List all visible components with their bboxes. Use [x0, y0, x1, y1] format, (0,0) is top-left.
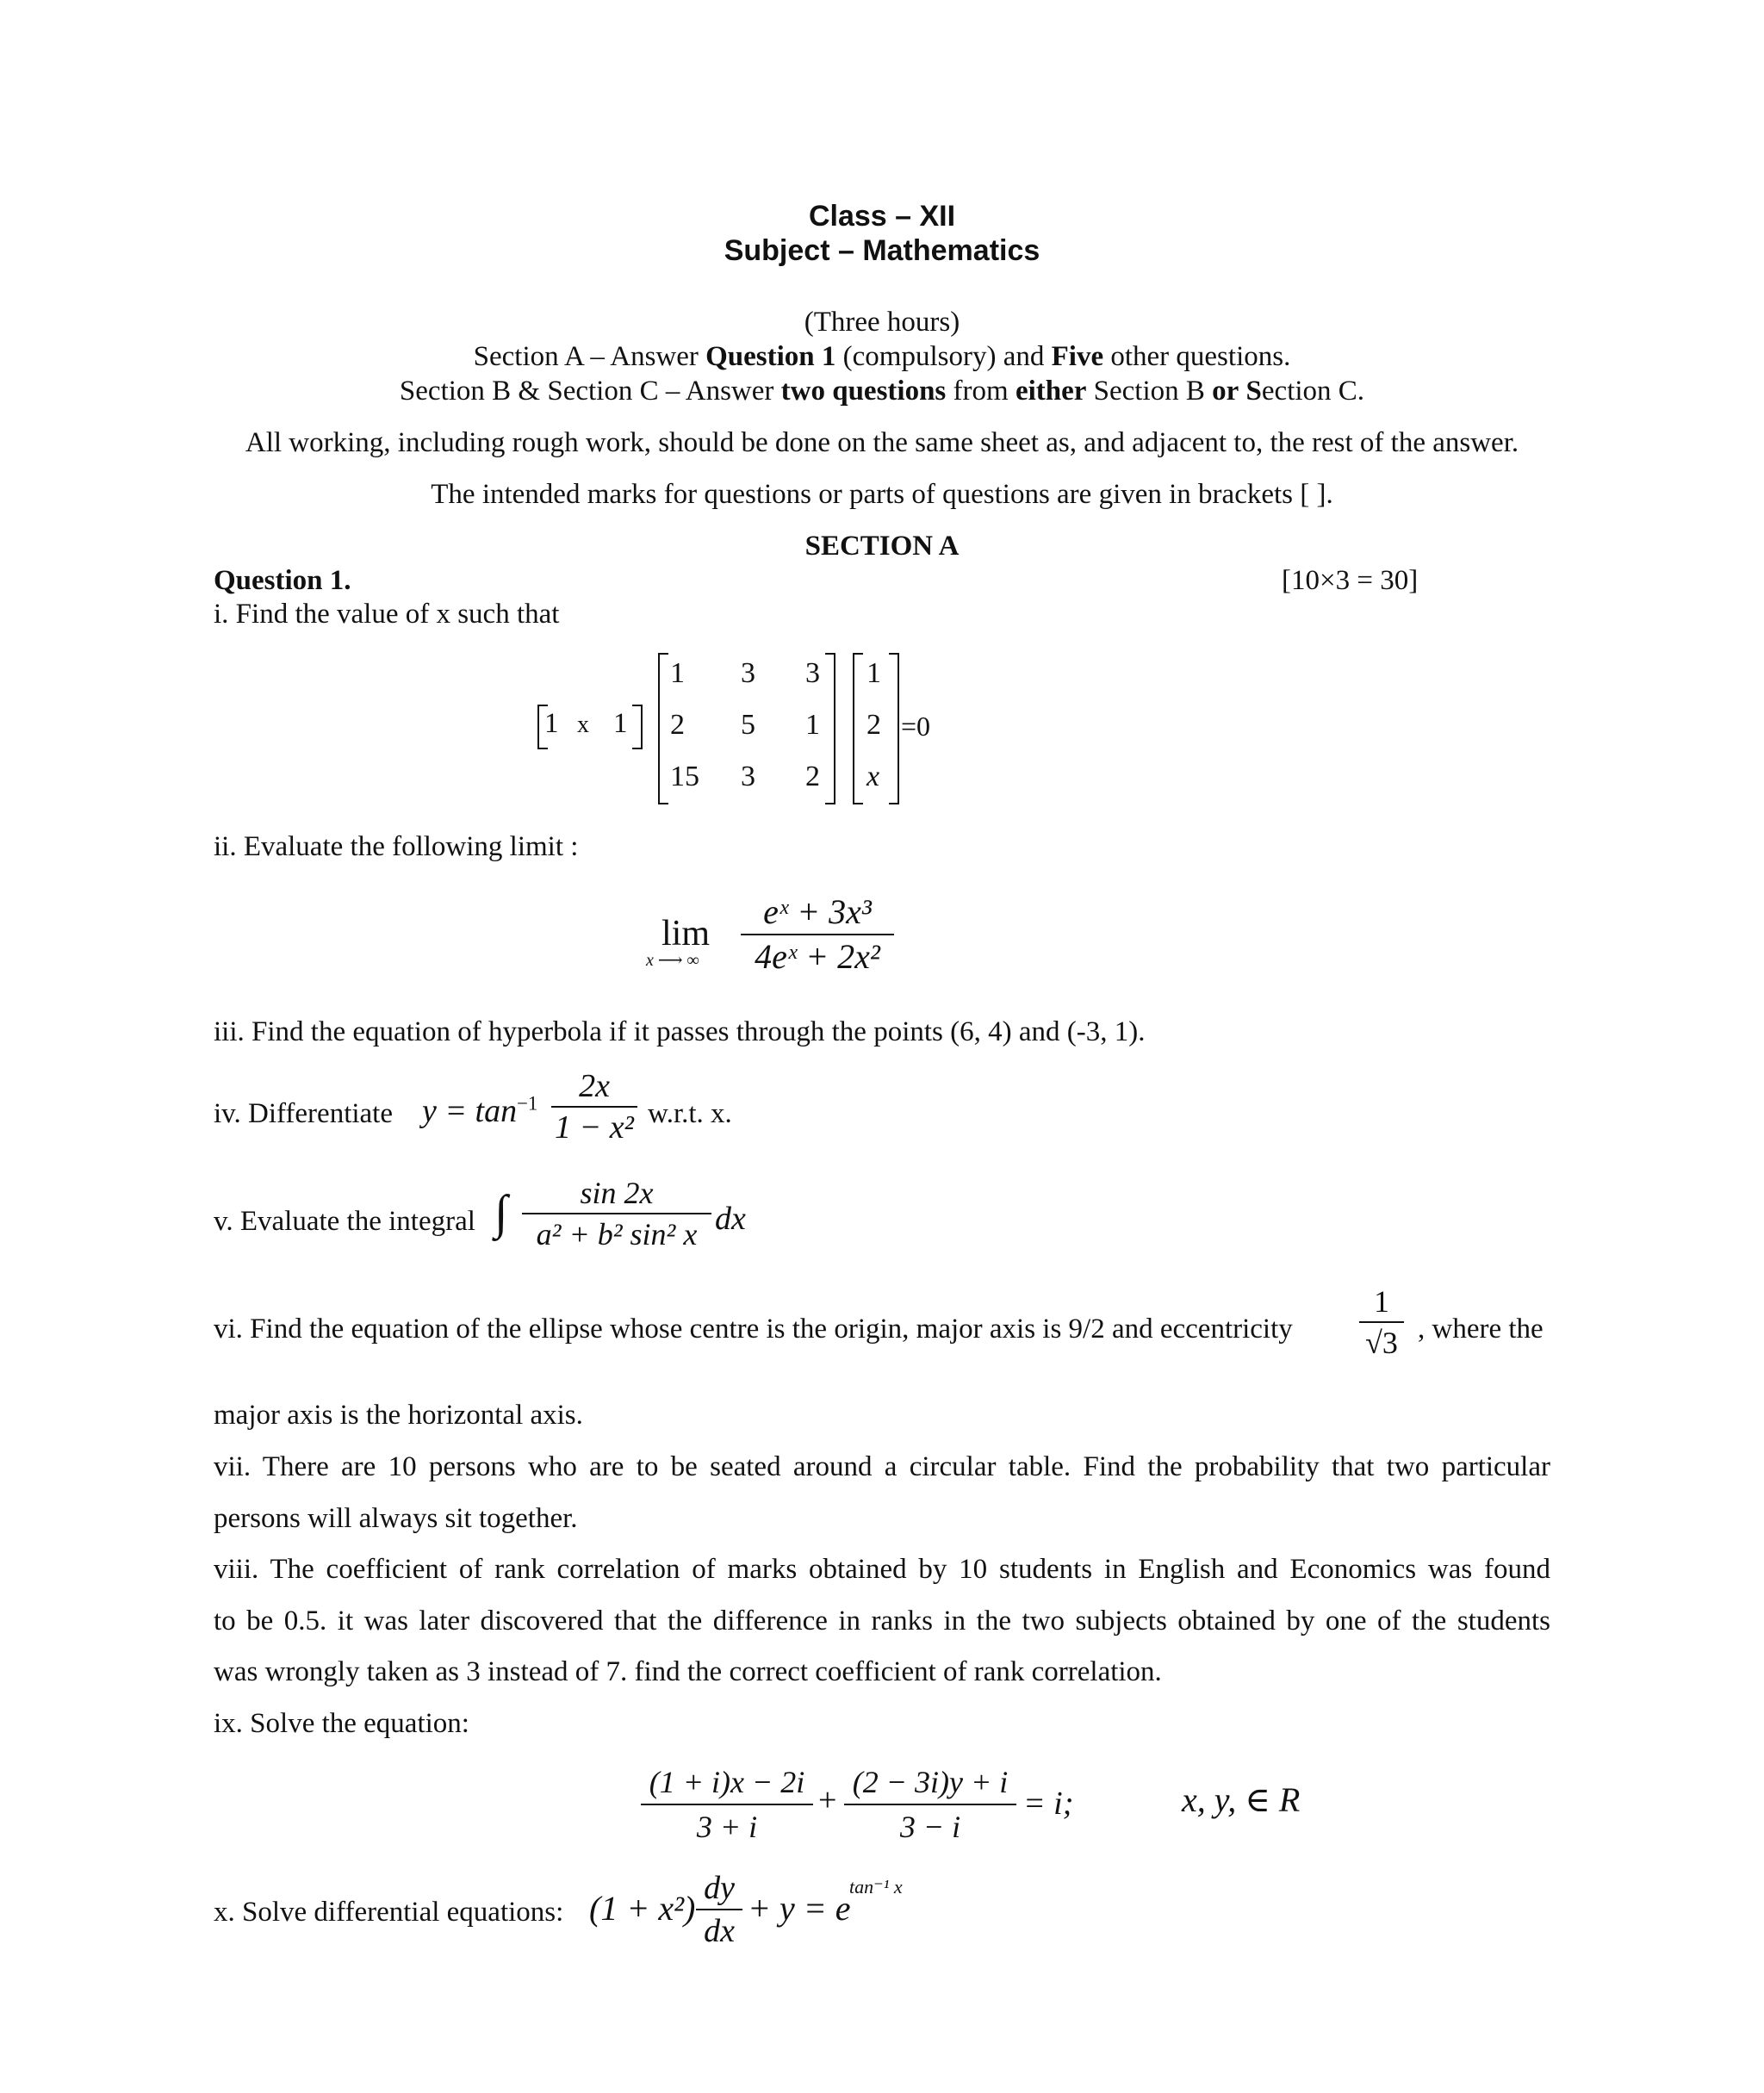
- row-vector-cell: 1: [613, 708, 628, 739]
- instr-text: Section B: [1086, 376, 1213, 407]
- instr-bold: or: [1212, 376, 1239, 407]
- row-vector-cell: x: [577, 711, 589, 738]
- bracket-right: [889, 653, 899, 804]
- fraction-numerator: (1 + i)x − 2i: [649, 1765, 805, 1799]
- vector-cell: 2: [866, 709, 881, 741]
- instr-bold: Five: [1051, 341, 1104, 372]
- bracket-right: [825, 653, 835, 804]
- section-title: SECTION A: [804, 531, 960, 562]
- instr-bold: two questions: [780, 376, 947, 407]
- matrix-rhs: =0: [901, 711, 931, 742]
- wrt-text: w.r.t. x.: [648, 1098, 732, 1129]
- instr-text: ection C.: [1261, 376, 1365, 407]
- q1-iii-text: iii. Find the equation of hyperbola if it passes through the points (6, 4) and (-3, 1).: [214, 1016, 1146, 1047]
- fraction-denominator: 3 + i: [696, 1810, 758, 1844]
- plus-sign: +: [818, 1782, 837, 1818]
- ix-domain: x, y, ∈ R: [1182, 1780, 1301, 1819]
- q1-iv-text: iv. Differentiate: [214, 1098, 393, 1129]
- instr-bold: S: [1245, 376, 1262, 407]
- matrix-cell: 3: [805, 657, 820, 689]
- instruction-marks: The intended marks for questions or parts of questions are given in brackets [ ].: [431, 479, 1333, 510]
- matrix-cell: 1: [670, 657, 685, 689]
- class-title: Class – XII: [808, 200, 956, 233]
- fraction-denominator: √3: [1365, 1326, 1398, 1360]
- subject-title: Subject – Mathematics: [724, 234, 1040, 267]
- matrix-cell: 2: [805, 761, 820, 792]
- tan-expression: y = tan: [422, 1093, 518, 1129]
- instr-text: Section A – Answer: [473, 341, 706, 372]
- matrix-cell: 5: [741, 709, 755, 741]
- integral-sign: ∫: [494, 1186, 508, 1239]
- vector-cell: 1: [866, 657, 881, 689]
- matrix-cell: 1: [805, 709, 820, 741]
- fraction-numerator: 2x: [579, 1068, 610, 1104]
- inverse-superscript: −1: [517, 1092, 538, 1115]
- matrix-cell: 3: [741, 657, 755, 689]
- fraction-denominator: a² + b² sin² x: [536, 1217, 698, 1251]
- bracket-right: [632, 705, 643, 749]
- fraction-denominator: 3 − i: [899, 1810, 961, 1844]
- q1-vii-line1: vii. There are 10 persons who are to be seated around a circular table. Find the probability that two particular: [214, 1451, 1550, 1482]
- x-lhs: (1 + x²): [589, 1889, 696, 1928]
- q1-viii-line1: viii. The coefficient of rank correlation of marks obtained by 10 students in English and Economics was found: [214, 1554, 1550, 1585]
- ix-fraction-1: [641, 1761, 813, 1848]
- q1-x-text: x. Solve differential equations:: [214, 1897, 564, 1928]
- fraction-numerator: dy: [704, 1870, 735, 1906]
- row-vector-cell: 1: [544, 708, 559, 739]
- fraction-denominator: 1 − x²: [555, 1109, 634, 1146]
- instr-text: other questions.: [1103, 341, 1291, 372]
- duration: (Three hours): [804, 307, 960, 338]
- dx-text: dx: [715, 1201, 746, 1237]
- tan-inverse: [422, 1092, 537, 1130]
- question-label: Question 1.: [214, 565, 351, 596]
- dy-dx-fraction: [696, 1867, 742, 1952]
- q1-v-text: v. Evaluate the integral: [214, 1206, 475, 1237]
- exponent-tan-inverse: tan⁻¹ x: [849, 1876, 903, 1897]
- instr-bold: Question 1: [705, 341, 836, 372]
- vector-cell: x: [866, 761, 880, 792]
- ix-rhs: = i;: [1023, 1786, 1074, 1822]
- limit-fraction: [741, 891, 894, 978]
- q1-vi-text: vi. Find the equation of the ellipse whose centre is the origin, major axis is 9/2 and eccentricity: [214, 1314, 1293, 1345]
- matrix-cell: 15: [670, 761, 699, 792]
- fraction-numerator: (2 − 3i)y + i: [852, 1765, 1009, 1799]
- integral-fraction: [522, 1173, 711, 1254]
- instr-bold: either: [1015, 376, 1087, 407]
- lim-symbol: lim: [662, 914, 711, 953]
- instr-text: Section B & Section C – Answer: [399, 376, 781, 407]
- q1-vi-line2: major axis is the horizontal axis.: [214, 1400, 583, 1431]
- instruction-section-a: [0, 339, 1764, 374]
- q1-i-text: i. Find the value of x such that: [214, 599, 560, 630]
- q1-viii-line2: to be 0.5. it was later discovered that the difference in ranks in the two subjects obtained by one of the students: [214, 1605, 1550, 1637]
- bracket-left: [853, 653, 863, 804]
- matrix-cell: 2: [670, 709, 685, 741]
- instruction-working: All working, including rough work, should be done on the same sheet as, and adjacent to, the rest of the answer.: [245, 427, 1519, 458]
- q1-vii-line2: persons will always sit together.: [214, 1503, 578, 1534]
- instr-text: [1239, 376, 1245, 407]
- matrix-cell: 3: [741, 761, 755, 792]
- iv-fraction: [551, 1066, 637, 1147]
- fraction-denominator: dx: [704, 1913, 735, 1949]
- ix-fraction-2: [844, 1761, 1016, 1848]
- q1-viii-line3: was wrongly taken as 3 instead of 7. find the correct coefficient of rank correlation.: [214, 1656, 1162, 1687]
- fraction-numerator: sin 2x: [580, 1176, 654, 1210]
- lim-subscript: x ⟶ ∞: [646, 951, 699, 970]
- q1-ix-text: ix. Solve the equation:: [214, 1708, 469, 1739]
- x-rhs: + y = e: [748, 1889, 851, 1928]
- bracket-left: [658, 653, 668, 804]
- eccentricity-fraction: [1359, 1282, 1404, 1363]
- fraction-numerator: 1: [1374, 1284, 1389, 1319]
- instr-text: from: [946, 376, 1016, 407]
- fraction-numerator: eˣ + 3x³: [763, 892, 872, 931]
- q1-vi-tail: , where the: [1418, 1314, 1544, 1345]
- q1-ii-text: ii. Evaluate the following limit :: [214, 831, 579, 862]
- instr-text: (compulsory) and: [835, 341, 1052, 372]
- instruction-section-bc: [0, 374, 1764, 408]
- question-marks: [10×3 = 30]: [1282, 565, 1419, 596]
- fraction-denominator: 4eˣ + 2x²: [755, 937, 880, 976]
